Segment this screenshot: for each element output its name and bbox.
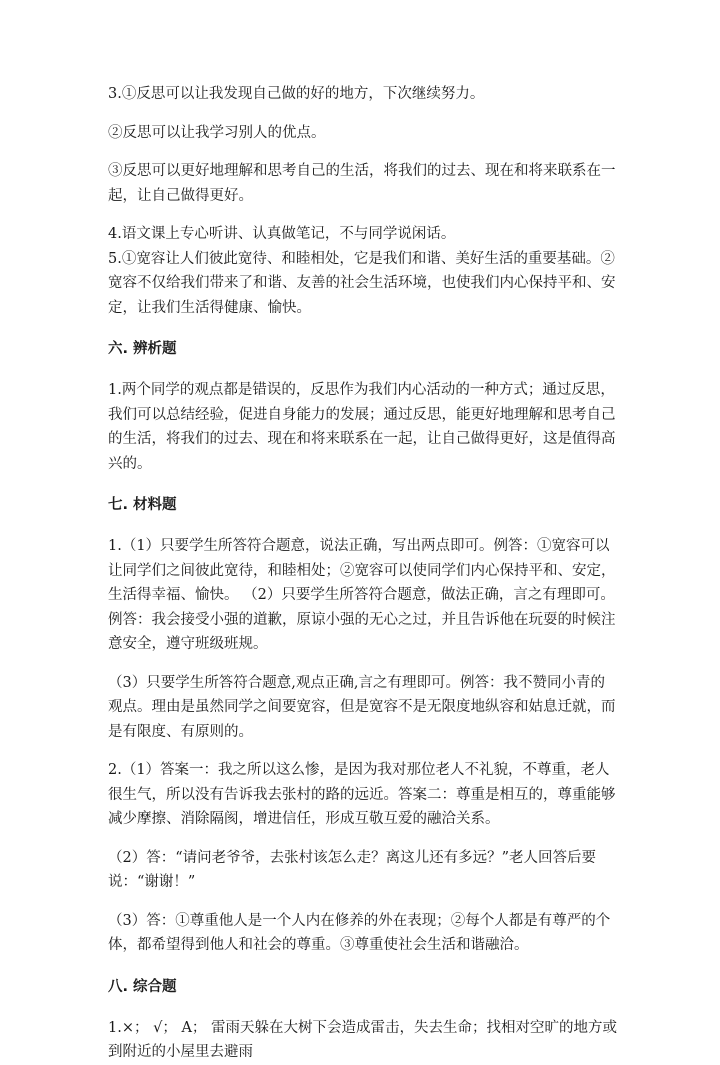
answer-7-1-3: （3）只要学生所答符合题意,观点正确,言之有理即可。例答：我不赞同小青的观点。理由是虽然同学之间要宽容，但是宽容不是无限度地纵容和姑息迁就，而是有限度、有原则的。 <box>108 674 616 740</box>
answer-3-1: 3.①反思可以让我发现自己做的好的地方，下次继续努力。 <box>108 86 485 102</box>
answer-5: 5.①宽容让人们彼此宽待、和睦相处，它是我们和谐、美好生活的重要基础。②宽容不仅给我们带来了和谐、友善的社会生活环境，也使我们内心保持平和、安定，让我们生活得健康、愉快。 <box>108 250 616 316</box>
answer-3-3: ③反思可以更好地理解和思考自己的生活，将我们的过去、现在和将来联系在一起，让自己做得更好。 <box>108 163 616 204</box>
section-heading-7: 七. 材料题 <box>108 497 177 513</box>
answer-4: 4.语文课上专心听讲、认真做笔记，不与同学说闲话。 <box>108 226 456 242</box>
document-page <box>108 82 618 1065</box>
answer-6-1: 1.两个同学的观点都是错误的，反思作为我们内心活动的一种方式；通过反思，我们可以总结经验，促进自身能力的发展；通过反思，能更好地理解和思考自己的生活，将我们的过去、现在和将来联系在一起，让自己做得更好，这是值得高兴的。 <box>108 382 616 472</box>
answer-7-2-1: 2.（1）答案一：我之所以这么惨，是因为我对那位老人不礼貌，不尊重，老人很生气，所以没有告诉我去张村的路的远近。答案二：尊重是相互的，尊重能够减少摩擦、消除隔阂，增进信任，形成互敬互爱的融洽关系。 <box>108 762 616 827</box>
answer-8-1: 1.×； √； A； 雷雨天躲在大树下会造成雷击，失去生命；找相对空旷的地方或到附近的小屋里去避雨 <box>108 1019 618 1060</box>
answer-3-2: ②反思可以让我学习别人的优点。 <box>108 124 326 141</box>
answer-7-1: 1.（1）只要学生所答符合题意，说法正确，写出两点即可。例答：①宽容可以让同学们之间彼此宽待，和睦相处；②宽容可以使同学们内心保持平和、安定，生活得幸福、愉快。 （2）只要学生所答符合题意，做法正确，言之有理即可。例答：我会接受小强的道歉，原谅小强的无心之过，并且告诉他在玩耍的时候注意安全，遵守班级班规。 <box>108 538 616 652</box>
answer-7-2-3: （3）答：①尊重他人是一个人内在修养的外在表现；②每个人都是有尊严的个体，都希望得到他人和社会的尊重。③尊重使社会生活和谐融洽。 <box>108 912 611 953</box>
answer-7-2-2: （2）答：“请问老爷爷，去张村该怎么走？离这儿还有多远？”老人回答后要说：“谢谢！” <box>108 849 597 890</box>
section-heading-8: 八. 综合题 <box>108 978 177 995</box>
section-heading-6: 六. 辨析题 <box>108 341 177 357</box>
